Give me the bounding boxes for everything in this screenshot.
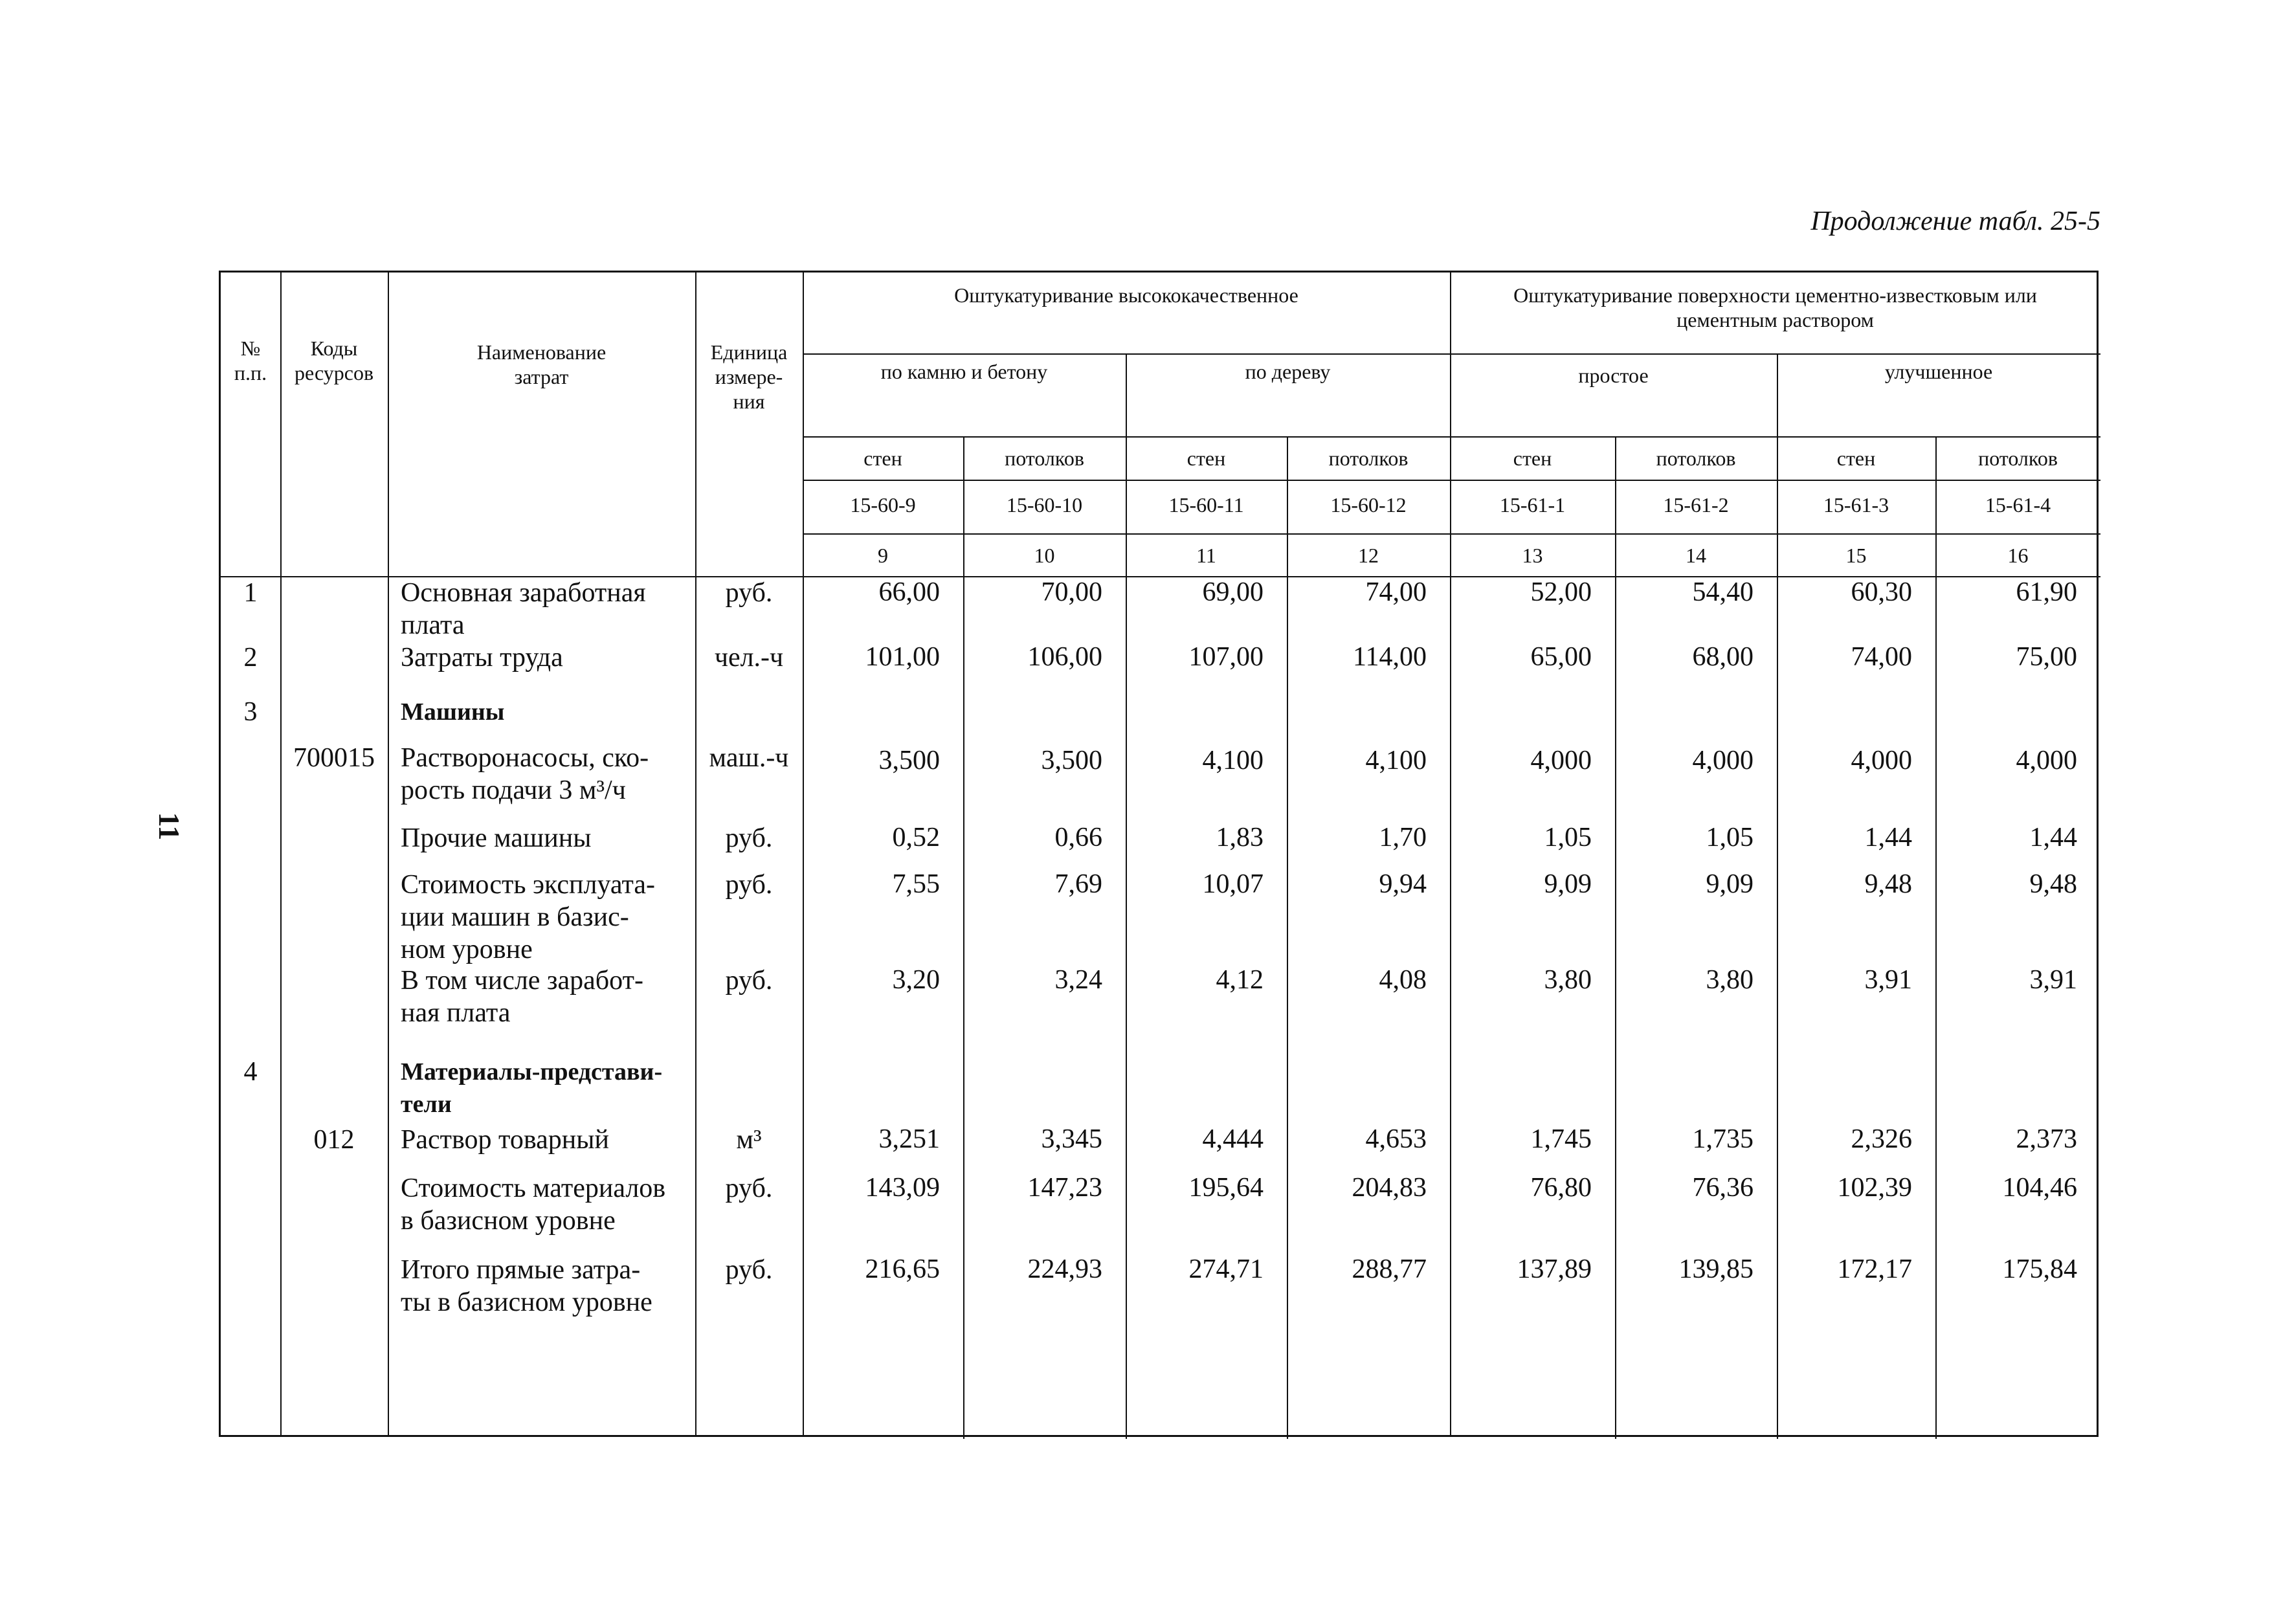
unit: м³ [736, 1125, 762, 1155]
value-cell: 4,000 [1530, 746, 1592, 775]
row-divider [803, 353, 2100, 355]
header-norm-code: 15-61-1 [1499, 493, 1566, 517]
value-cell: 172,17 [1837, 1254, 1912, 1284]
value-cell: 3,20 [892, 965, 940, 995]
value-cell: 66,00 [878, 577, 940, 607]
value-cell: 143,09 [865, 1173, 940, 1203]
header-col-type: стен [863, 447, 902, 470]
header-col-number: 14 [1686, 544, 1706, 567]
row-number: 3 [243, 697, 258, 727]
value-cell: 3,80 [1706, 965, 1754, 995]
value-cell: 102,39 [1837, 1173, 1912, 1203]
value-cell: 137,89 [1517, 1254, 1592, 1284]
cost-name: Машины [401, 698, 505, 726]
cost-name: Материалы-представи- тели [401, 1058, 663, 1118]
value-cell: 69,00 [1202, 577, 1264, 607]
value-cell: 106,00 [1027, 642, 1102, 672]
value-cell: 2,373 [2016, 1124, 2077, 1154]
cost-name: Затраты труда [401, 643, 563, 673]
value-cell: 0,66 [1054, 823, 1102, 852]
cost-name: Растворонасосы, ско- рость подачи 3 м³/ч [401, 743, 649, 805]
header-norm-code: 15-61-4 [1985, 493, 2051, 517]
value-cell: 68,00 [1692, 642, 1754, 672]
value-cell: 3,500 [878, 746, 940, 775]
cost-name: Основная заработная плата [401, 578, 646, 640]
value-cell: 61,90 [2016, 577, 2077, 607]
value-cell: 204,83 [1352, 1173, 1427, 1203]
unit: руб. [725, 870, 773, 900]
unit: руб. [725, 1255, 773, 1285]
header-col-number: 12 [1358, 544, 1379, 567]
resource-code: 012 [313, 1125, 355, 1155]
value-cell: 288,77 [1352, 1254, 1427, 1284]
header-norm-code: 15-61-2 [1663, 493, 1729, 517]
value-cell: 175,84 [2002, 1254, 2077, 1284]
header-codes: Коды ресурсов [294, 337, 374, 384]
header-sub-simple: простое [1578, 364, 1649, 387]
unit: маш.-ч [709, 743, 789, 773]
value-cell: 4,444 [1202, 1124, 1264, 1154]
value-cell: 114,00 [1353, 642, 1427, 672]
value-cell: 224,93 [1027, 1254, 1102, 1284]
cost-name: Раствор товарный [401, 1125, 609, 1155]
value-cell: 3,91 [2029, 965, 2077, 995]
value-cell: 3,500 [1041, 746, 1102, 775]
value-cell: 107,00 [1188, 642, 1264, 672]
row-divider [803, 436, 2100, 438]
value-cell: 60,30 [1851, 577, 1912, 607]
value-cell: 4,100 [1365, 746, 1427, 775]
row-divider [803, 533, 2100, 535]
value-cell: 3,91 [1864, 965, 1912, 995]
value-cell: 54,40 [1692, 577, 1754, 607]
value-cell: 1,83 [1216, 823, 1264, 852]
value-cell: 10,07 [1202, 869, 1264, 899]
header-col-type: стен [1186, 447, 1226, 470]
header-col-number: 16 [2007, 544, 2029, 567]
header-col-number: 9 [878, 544, 888, 567]
value-cell: 4,000 [1851, 746, 1912, 775]
header-sub-improved: улучшенное [1884, 360, 1993, 383]
header-col-type: стен [1513, 447, 1552, 470]
value-cell: 1,05 [1706, 823, 1754, 852]
cost-name: Стоимость материалов в базисном уровне [401, 1174, 666, 1236]
value-cell: 4,08 [1379, 965, 1427, 995]
value-cell: 216,65 [865, 1254, 940, 1284]
value-cell: 1,70 [1379, 823, 1427, 852]
value-cell: 0,52 [892, 823, 940, 852]
header-unit: Единица измере- ния [710, 340, 788, 413]
header-norm-code: 15-60-10 [1006, 493, 1083, 517]
value-cell: 1,745 [1530, 1124, 1592, 1154]
value-cell: 4,000 [2016, 746, 2077, 775]
page-number: 11 [153, 812, 186, 841]
header-col-type: потолков [1328, 447, 1409, 470]
value-cell: 9,09 [1544, 869, 1592, 899]
row-number: 1 [243, 578, 258, 608]
header-sub-stone-concrete: по камню и бетону [880, 360, 1048, 383]
header-norm-code: 15-61-3 [1823, 493, 1889, 517]
unit: руб. [725, 966, 773, 996]
header-name: Наименование затрат [476, 340, 607, 388]
header-col-number: 11 [1196, 544, 1216, 567]
header-col-number: 10 [1034, 544, 1055, 567]
value-cell: 104,46 [2002, 1173, 2077, 1203]
header-col-type: потолков [1978, 447, 2058, 470]
value-cell: 76,36 [1692, 1173, 1754, 1203]
value-cell: 9,48 [1864, 869, 1912, 899]
cost-name: Прочие машины [401, 823, 592, 853]
value-cell: 4,653 [1365, 1124, 1427, 1154]
value-cell: 1,44 [2029, 823, 2077, 852]
value-cell: 4,000 [1692, 746, 1754, 775]
col-divider [280, 273, 282, 1435]
header-col-type: потолков [1656, 447, 1736, 470]
header-col-type: стен [1836, 447, 1876, 470]
value-cell: 274,71 [1188, 1254, 1264, 1284]
header-sub-wood: по дереву [1245, 360, 1331, 383]
header-number: № п.п. [234, 337, 267, 384]
value-cell: 7,55 [892, 869, 940, 899]
header-col-number: 15 [1845, 544, 1867, 567]
value-cell: 3,24 [1054, 965, 1102, 995]
value-cell: 2,326 [1851, 1124, 1912, 1154]
value-cell: 74,00 [1365, 577, 1427, 607]
header-norm-code: 15-60-11 [1168, 493, 1244, 517]
value-cell: 195,64 [1188, 1173, 1264, 1203]
unit: руб. [725, 578, 773, 608]
value-cell: 1,44 [1864, 823, 1912, 852]
header-group-cement: Оштукатуривание поверхности цементно-известковым или цементным раствором [1513, 284, 2037, 331]
value-cell: 4,100 [1202, 746, 1264, 775]
value-cell: 3,251 [878, 1124, 940, 1154]
resource-code: 700015 [293, 743, 375, 773]
header-group-high-quality: Оштукатуривание высококачественное [954, 284, 1298, 307]
unit: чел.-ч [714, 643, 784, 673]
row-number: 4 [243, 1057, 258, 1087]
value-cell: 1,05 [1544, 823, 1592, 852]
value-cell: 70,00 [1041, 577, 1102, 607]
value-cell: 9,09 [1706, 869, 1754, 899]
value-cell: 9,48 [2029, 869, 2077, 899]
value-cell: 76,80 [1530, 1173, 1592, 1203]
value-cell: 52,00 [1530, 577, 1592, 607]
cost-name: Стоимость эксплуата- ции машин в базис- ном уровне [401, 870, 655, 964]
value-cell: 75,00 [2016, 642, 2077, 672]
header-col-number: 13 [1522, 544, 1543, 567]
value-cell: 65,00 [1530, 642, 1592, 672]
value-cell: 147,23 [1027, 1173, 1102, 1203]
row-divider [803, 480, 2100, 481]
value-cell: 3,80 [1544, 965, 1592, 995]
header-norm-code: 15-60-12 [1330, 493, 1407, 517]
value-cell: 7,69 [1054, 869, 1102, 899]
resource-table [219, 271, 2099, 1437]
value-cell: 74,00 [1851, 642, 1912, 672]
cost-name: В том числе заработ- ная плата [401, 966, 643, 1028]
unit: руб. [725, 1174, 773, 1203]
value-cell: 9,94 [1379, 869, 1427, 899]
header-norm-code: 15-60-9 [850, 493, 916, 517]
cost-name: Итого прямые затра- ты в базисном уровне [401, 1255, 652, 1317]
value-cell: 101,00 [865, 642, 940, 672]
header-col-type: потолков [1005, 447, 1084, 470]
value-cell: 3,345 [1041, 1124, 1102, 1154]
value-cell: 1,735 [1692, 1124, 1754, 1154]
table-caption: Продолжение табл. 25-5 [1810, 206, 2100, 236]
unit: руб. [725, 823, 773, 853]
col-divider [388, 273, 389, 1435]
value-cell: 139,85 [1678, 1254, 1754, 1284]
value-cell: 4,12 [1216, 965, 1264, 995]
row-number: 2 [243, 643, 258, 673]
